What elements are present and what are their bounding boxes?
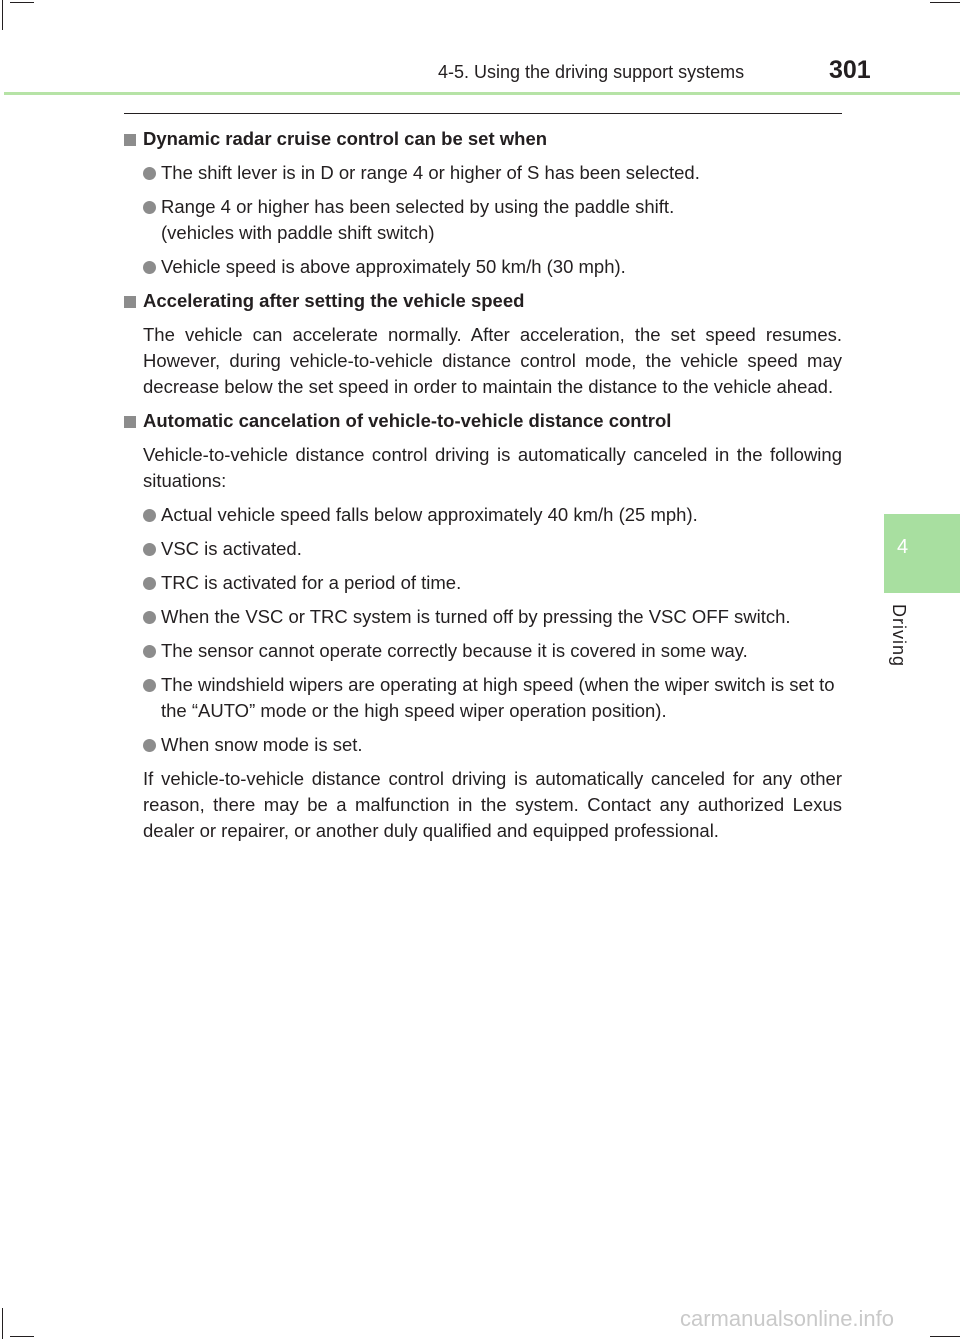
round-bullet-icon [143,543,156,556]
square-bullet-icon [124,416,136,428]
round-bullet-icon [143,679,156,692]
round-bullet-icon [143,261,156,274]
crop-mark-bottom-right-h [930,1336,960,1337]
round-bullet-icon [143,167,156,180]
page-content [124,126,842,852]
chapter-tab-number: 4 [897,536,909,558]
section-title: 4-5. Using the driving support systems [438,62,745,82]
crop-mark-top-left-v [2,0,3,30]
chapter-tab [884,514,960,593]
section-heading: Automatic cancelation of vehicle-to-vehicle distance control [124,408,842,434]
chapter-tab-label: Driving [889,604,909,668]
list-item: Actual vehicle speed falls below approximately 40 km/h (25 mph). [124,502,842,528]
square-bullet-icon [124,134,136,146]
round-bullet-icon [143,201,156,214]
paragraph: Vehicle-to-vehicle distance control driving is automatically canceled in the following situations: [143,444,842,491]
list-item: The windshield wipers are operating at high speed (when the wiper switch is set to the “AUTO” mode or the high speed wiper operation position). [124,672,842,724]
round-bullet-icon [143,611,156,624]
header-green-rule [4,92,960,95]
paragraph: The vehicle can accelerate normally. After acceleration, the set speed resumes. However, during vehicle-to-vehicle distance control mode, the vehicle speed may decrease below the set speed in order to maintain the distance to the vehicle ahead. [143,324,842,397]
list-item: Range 4 or higher has been selected by using the paddle shift. (vehicles with paddle shift switch) [124,194,842,246]
page-number: 301 [829,56,871,84]
list-item: When snow mode is set. [124,732,842,758]
list-item: When the VSC or TRC system is turned off by pressing the VSC OFF switch. [124,604,842,630]
crop-mark-bottom-left-v [2,1308,3,1339]
header-rule [124,113,842,114]
bullet-note: (vehicles with paddle shift switch) [161,222,435,243]
square-bullet-icon [124,296,136,308]
round-bullet-icon [143,645,156,658]
round-bullet-icon [143,577,156,590]
list-item: VSC is activated. [124,536,842,562]
crop-mark-top-left-h [10,2,34,3]
section-heading: Dynamic radar cruise control can be set when [124,126,842,152]
crop-mark-top-right-h [930,2,960,3]
section-heading: Accelerating after setting the vehicle speed [124,288,842,314]
watermark: carmanualsonline.info [680,1306,895,1331]
crop-mark-bottom-left-h [10,1336,34,1337]
list-item: TRC is activated for a period of time. [124,570,842,596]
list-item: The shift lever is in D or range 4 or higher of S has been selected. [124,160,842,186]
round-bullet-icon [143,509,156,522]
round-bullet-icon [143,739,156,752]
paragraph: If vehicle-to-vehicle distance control driving is automatically canceled for any other reason, there may be a malfunction in the system. Contact any authorized Lexus dealer or repairer, or another duly qualified and equipped professional. [143,768,842,841]
list-item: The sensor cannot operate correctly because it is covered in some way. [124,638,842,664]
list-item: Vehicle speed is above approximately 50 km/h (30 mph). [124,254,842,280]
